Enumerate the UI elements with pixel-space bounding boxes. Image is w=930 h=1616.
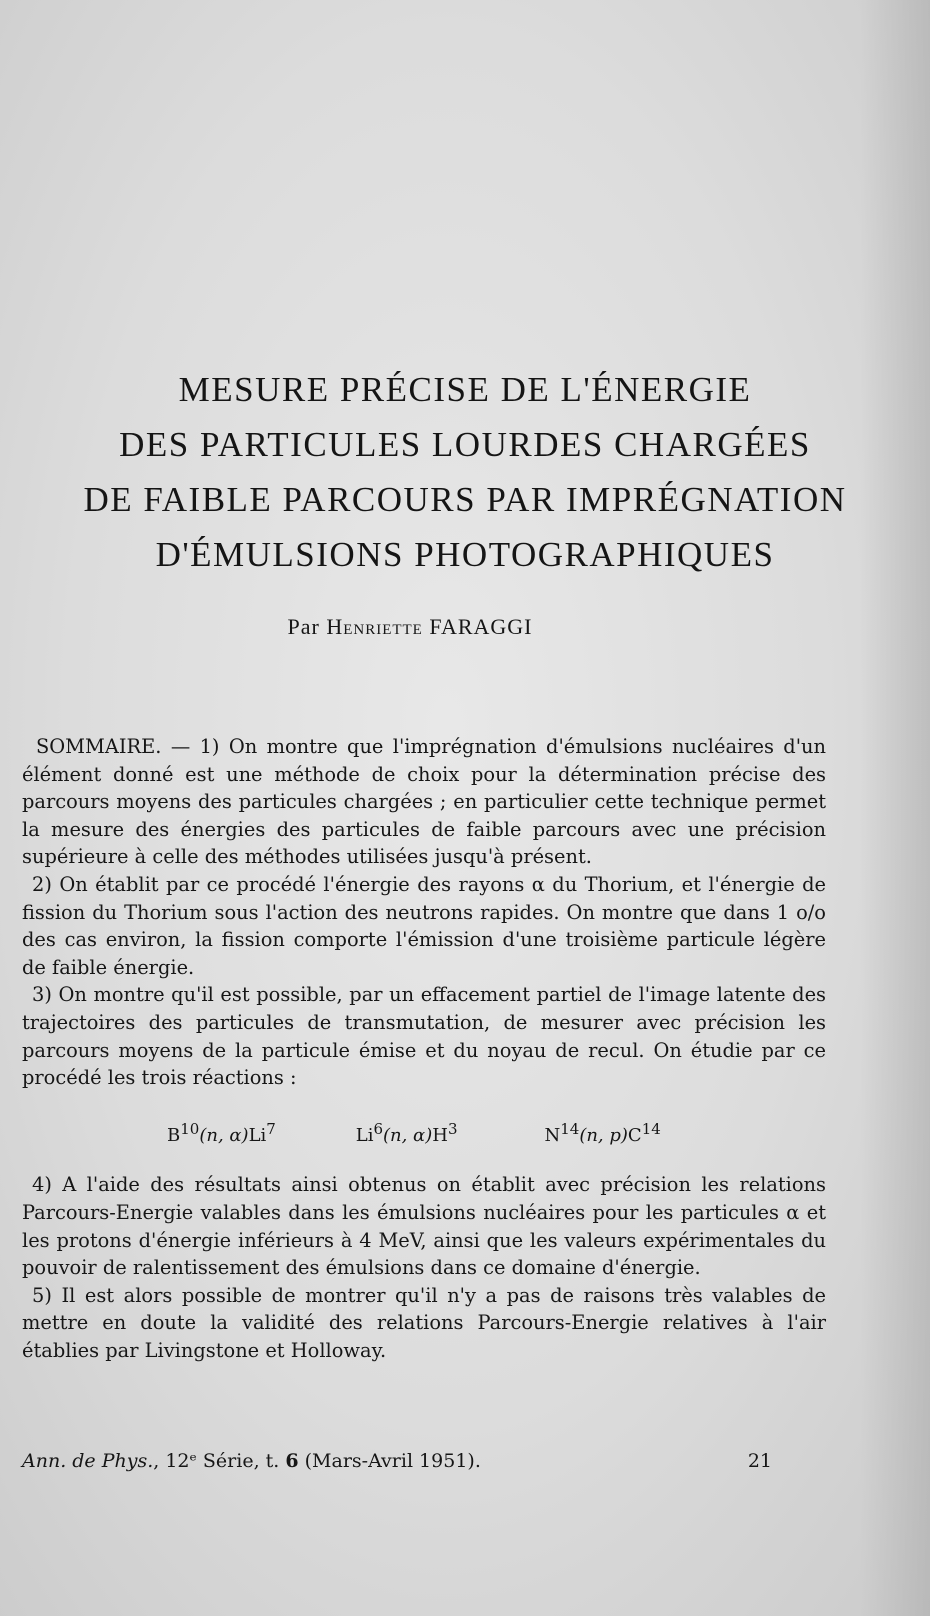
summary-paragraph-1: SOMMAIRE. — 1) On montre que l'imprégnation d'émulsions nucléaires d'un élément donné est une méthode de choix pour la détermination précise des parcours moyens des particules chargées ; en particulier cette technique permet la mesure des énergies des particules de faible parcours avec une précision supérieure à celle des méthodes utilisées jusqu'à présent. <box>22 735 826 869</box>
reaction-list <box>22 1116 826 1150</box>
summary-paragraph-5: 5) Il est alors possible de montrer qu'il n'y a pas de raisons très valables de mettre en doute la validité des relations Parcours-Energie relatives à l'air établies par Livingstone et Holloway. <box>22 1283 826 1362</box>
byline-prefix: Par <box>287 614 320 639</box>
reaction-lithium: Li$^6$(n, $\alpha)H^3$ <box>355 1119 458 1146</box>
summary-paragraph-3: 3) On montre qu'il est possible, par un effacement partiel de l'image latente des trajectoires des particules de transmutation, de mesurer avec précision les parcours moyens de la particule émise et du noyau de recul. On étudie par ce procédé les trois réactions : <box>22 983 826 1090</box>
title-line-2: DES PARTICULES LOURDES CHARGÉES <box>119 425 811 464</box>
title-line-4: D'ÉMULSIONS PHOTOGRAPHIQUES <box>155 535 775 574</box>
journal-series: , 12ᵉ Série, t. <box>153 1450 286 1472</box>
author-first-name: Henriette <box>326 614 423 639</box>
summary-paragraph-2: 2) On établit par ce procédé l'énergie des rayons α du Thorium, et l'énergie de fission du Thorium sous l'action des neutrons rapides. On montre que dans 1 o/o des cas environ, la fission comporte l'émission d'une troisième particule légère de faible énergie. <box>22 872 826 979</box>
article-title <box>0 362 930 582</box>
title-line-1: MESURE PRÉCISE DE L'ÉNERGIE <box>178 370 752 409</box>
author-last-name: FARAGGI <box>429 614 533 639</box>
journal-date: (Mars-Avril 1951). <box>298 1450 481 1472</box>
journal-name: Ann. de Phys. <box>22 1450 154 1472</box>
journal-volume: 6 <box>285 1450 299 1472</box>
page-number: 21 <box>747 1450 772 1472</box>
author-byline <box>0 614 820 640</box>
reaction-boron: $B^{10}(n$, α)Li$^7$ <box>167 1119 276 1146</box>
summary-paragraph-4: 4) A l'aide des résultats ainsi obtenus on établit avec précision les relations Parcours-Energie valables dans les émulsions nucléaires pour les particules α et les protons d'énergie inférieurs à 4 MeV, ainsi que les valeurs expérimentales du pouvoir de ralentissement des émulsions dans ce domaine d'énergie. <box>22 1173 826 1280</box>
reaction-nitrogen: $N^{14}(n$, $p)C^{14}$ <box>544 1119 661 1146</box>
summary <box>22 733 826 1364</box>
page-footer <box>22 1450 772 1472</box>
title-line-3: DE FAIBLE PARCOURS PAR IMPRÉGNATION <box>83 480 847 519</box>
